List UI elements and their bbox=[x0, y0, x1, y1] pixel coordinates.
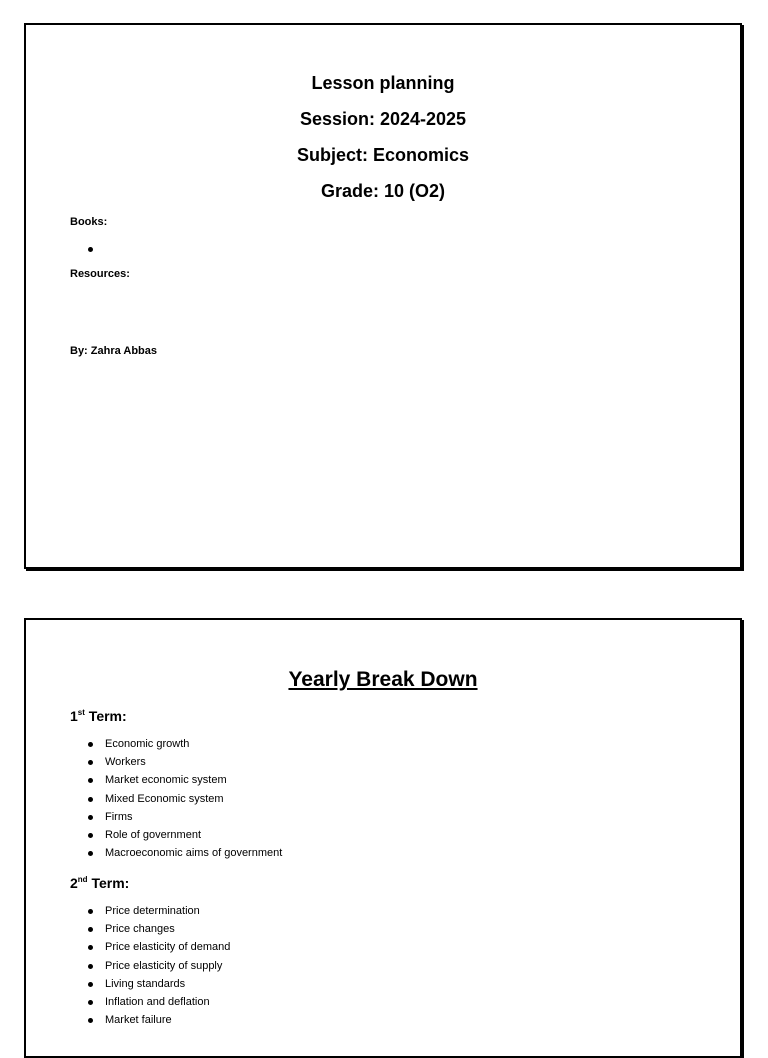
empty-bullet bbox=[88, 247, 93, 252]
list-item: Economic growth bbox=[88, 735, 282, 753]
list-item: Role of government bbox=[88, 826, 282, 844]
term-1-suffix: st bbox=[77, 708, 85, 717]
term-1-label: Term: bbox=[84, 708, 127, 724]
subject-line: Subject: Economics bbox=[296, 145, 470, 165]
list-item: Price elasticity of demand bbox=[88, 938, 230, 956]
list-item: Firms bbox=[88, 808, 282, 826]
term-2-number: 2 bbox=[70, 875, 78, 891]
list-item: Market failure bbox=[88, 1011, 230, 1029]
author-line: By: Zahra Abbas bbox=[70, 345, 158, 357]
session-line: Session: 2024-2025 bbox=[299, 109, 467, 129]
term-2-topic-list bbox=[88, 902, 230, 1029]
term-2-suffix: nd bbox=[77, 875, 88, 884]
list-item: Mixed Economic system bbox=[88, 790, 282, 808]
term-2-label: Term: bbox=[87, 875, 130, 891]
term-1-heading bbox=[70, 708, 127, 724]
cover-page bbox=[24, 23, 742, 569]
breakdown-heading: Yearly Break Down bbox=[288, 668, 478, 691]
list-item: Market economic system bbox=[88, 771, 282, 789]
grade-line: Grade: 10 (O2) bbox=[320, 181, 446, 201]
list-item: Living standards bbox=[88, 975, 230, 993]
term-2-heading bbox=[70, 875, 129, 891]
term-1-number: 1 bbox=[70, 708, 78, 724]
list-item: Inflation and deflation bbox=[88, 993, 230, 1011]
list-item: Workers bbox=[88, 753, 282, 771]
list-item: Price determination bbox=[88, 902, 230, 920]
books-label: Books: bbox=[70, 216, 108, 228]
resources-label: Resources: bbox=[70, 268, 130, 280]
document-title: Lesson planning bbox=[311, 73, 455, 93]
list-item: Macroeconomic aims of government bbox=[88, 844, 282, 862]
list-item: Price changes bbox=[88, 920, 230, 938]
list-item: Price elasticity of supply bbox=[88, 957, 230, 975]
term-1-topic-list bbox=[88, 735, 282, 862]
breakdown-page bbox=[24, 618, 742, 1058]
